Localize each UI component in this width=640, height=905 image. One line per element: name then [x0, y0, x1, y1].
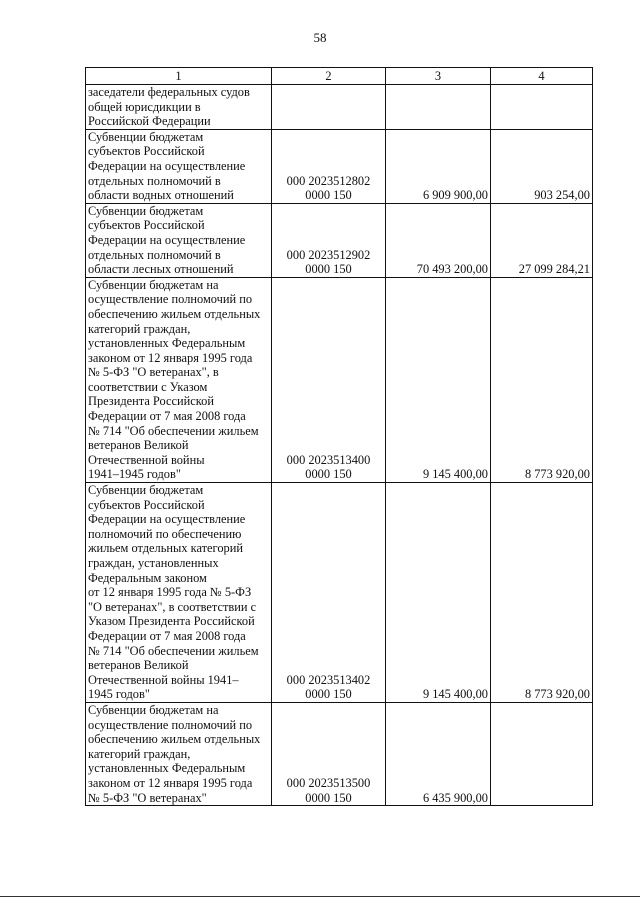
row-actual — [491, 702, 593, 805]
row-code: 000 2023513402 0000 150 — [272, 483, 386, 703]
row-plan: 6 909 900,00 — [386, 129, 491, 203]
row-code: 000 2023512802 0000 150 — [272, 129, 386, 203]
table-row — [86, 129, 593, 203]
row-name: Субвенции бюджетам субъектов Российской Федерации на осуществление полномочий по обеспечению жильем отдельных категорий граждан, установленных Федеральным законом от 12 января 1995 года № 5-ФЗ "О ветеранах", в соответствии с Указом Президента Российской Федерации от 7 мая 2008 года № 714 "Об обеспечении жильем ветеранов Великой Отечественной войны 1941– 1945 годов" — [86, 483, 272, 703]
column-header-1: 1 — [86, 68, 272, 85]
column-header-4: 4 — [491, 68, 593, 85]
column-header-2: 2 — [272, 68, 386, 85]
row-plan — [386, 85, 491, 130]
page-bottom-divider — [0, 896, 640, 897]
page-number: 58 — [313, 30, 327, 45]
row-name: Субвенции бюджетам на осуществление полномочий по обеспечению жильем отдельных категорий граждан, установленных Федеральным законом от 12 января 1995 года № 5-ФЗ "О ветеранах" — [86, 702, 272, 805]
row-plan: 9 145 400,00 — [386, 277, 491, 482]
budget-table — [85, 67, 593, 806]
table-row — [86, 277, 593, 482]
table-row — [86, 203, 593, 277]
row-code: 000 2023513400 0000 150 — [272, 277, 386, 482]
row-name: Субвенции бюджетам на осуществление полномочий по обеспечению жильем отдельных категорий граждан, установленных Федеральным законом от 12 января 1995 года № 5-ФЗ "О ветеранах", в соответствии с Указом Президента Российской Федерации от 7 мая 2008 года № 714 "Об обеспечении жильем ветеранов Великой Отечественной войны 1941–1945 годов" — [86, 277, 272, 482]
row-name: заседатели федеральных судов общей юрисдикции в Российской Федерации — [86, 85, 272, 130]
table-row — [86, 702, 593, 805]
row-name: Субвенции бюджетам субъектов Российской Федерации на осуществление отдельных полномочий в области водных отношений — [86, 129, 272, 203]
row-actual: 27 099 284,21 — [491, 203, 593, 277]
row-code — [272, 85, 386, 130]
row-code: 000 2023512902 0000 150 — [272, 203, 386, 277]
row-code: 000 2023513500 0000 150 — [272, 702, 386, 805]
row-actual: 903 254,00 — [491, 129, 593, 203]
row-name: Субвенции бюджетам субъектов Российской Федерации на осуществление отдельных полномочий в области лесных отношений — [86, 203, 272, 277]
row-plan: 70 493 200,00 — [386, 203, 491, 277]
row-actual: 8 773 920,00 — [491, 483, 593, 703]
table-row — [86, 483, 593, 703]
table-row — [86, 85, 593, 130]
row-plan: 9 145 400,00 — [386, 483, 491, 703]
row-actual — [491, 85, 593, 130]
column-header-3: 3 — [386, 68, 491, 85]
table-header-row — [86, 68, 593, 85]
row-actual: 8 773 920,00 — [491, 277, 593, 482]
row-plan: 6 435 900,00 — [386, 702, 491, 805]
